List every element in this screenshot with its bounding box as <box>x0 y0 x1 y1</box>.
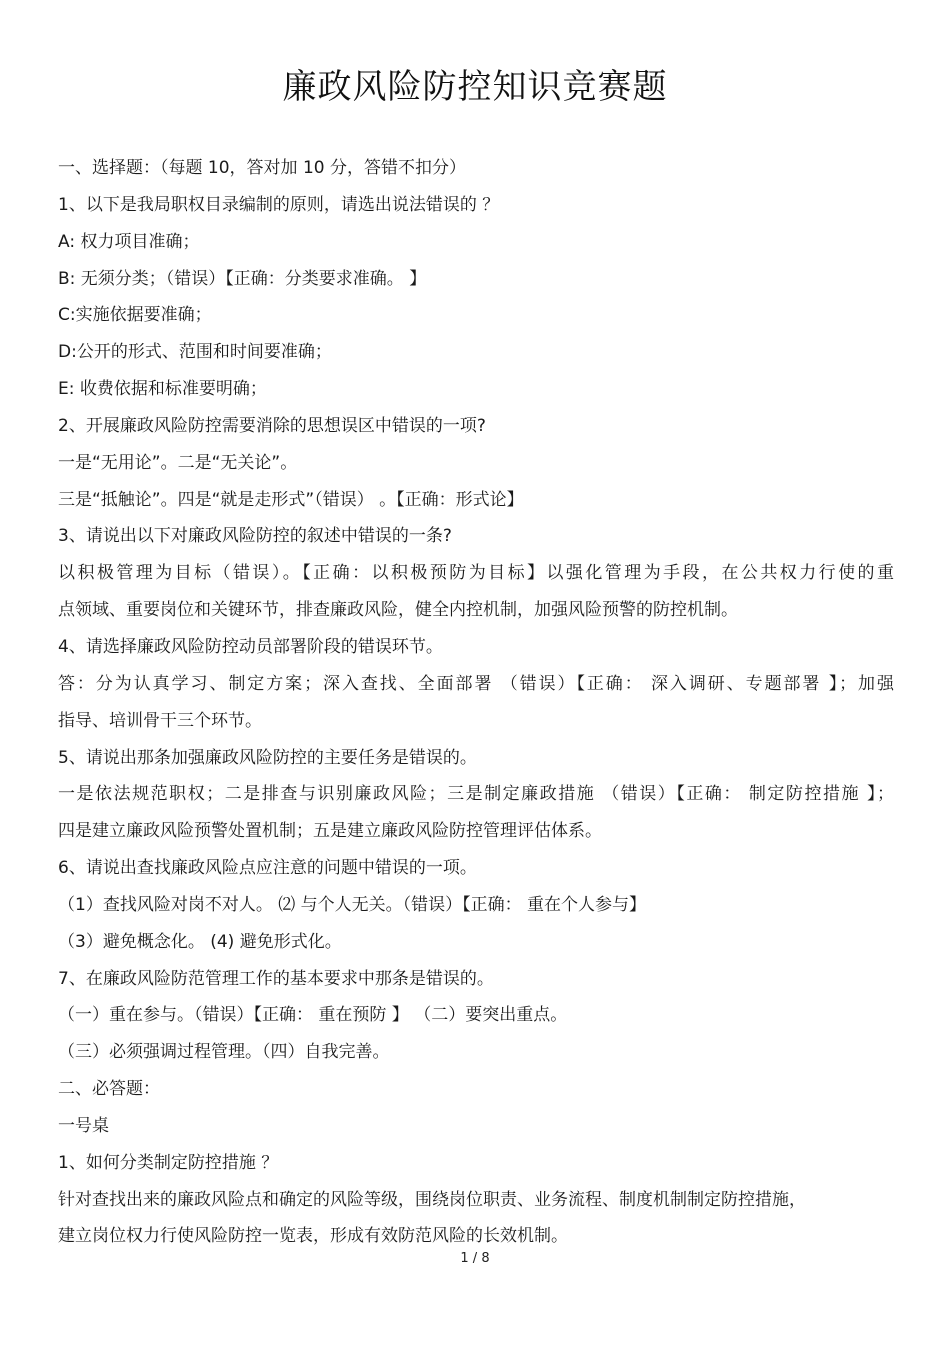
answer-line: （一）重在参与。（错误）【正确： 重在预防 】 （二）要突出重点。 <box>58 1005 568 1026</box>
required-question-1: 1、如何分类制定防控措施 ？ <box>58 1152 279 1173</box>
table-label: 一号桌 <box>58 1115 109 1136</box>
answer-line: 三是“抵触论”。四是“就是走形式”（错误） 。【正确：形式论】 <box>58 489 524 510</box>
option-d: D:公开的形式、范围和时间要准确； <box>58 342 332 363</box>
option-a: A: 权力项目准确； <box>58 231 200 252</box>
question-3: 3、请说出以下对廉政风险防控的叙述中错误的一条? <box>58 526 452 547</box>
page-title: 廉政风险防控知识竞赛题 <box>282 67 668 107</box>
question-5: 5、请说出那条加强廉政风险防控的主要任务是错误的。 <box>58 747 477 768</box>
answer-line: 指导、培训骨干三个环节。 <box>58 710 262 731</box>
answer-line: 答：分为认真学习、制定方案；深入查找、全面部署 （错误）【正确： 深入调研、专题部署 】；加强 <box>58 673 894 694</box>
option-c: C:实施依据要准确； <box>58 305 212 326</box>
answer-line: 建立岗位权力行使风险防控一览表，形成有效防范风险的长效机制。 <box>58 1226 568 1247</box>
answer-line: 点领域、重要岗位和关键环节，排查廉政风险，健全内控机制，加强风险预警的防控机制。 <box>58 600 738 621</box>
document-body <box>58 150 894 1255</box>
question-1: 1、以下是我局职权目录编制的原则，请选出说法错误的 ？ <box>58 194 500 215</box>
section-heading-multiple-choice: 一、选择题：（每题 10，答对加 10 分，答错不扣分） <box>58 158 466 178</box>
question-4: 4、请选择廉政风险防控动员部署阶段的错误环节。 <box>58 636 443 657</box>
option-e: E: 收费依据和标准要明确； <box>58 379 267 400</box>
answer-line: （三）必须强调过程管理。（四）自我完善。 <box>58 1042 390 1063</box>
answer-line: 四是建立廉政风险预警处置机制；五是建立廉政风险防控管理评估体系。 <box>58 821 602 842</box>
answer-line: （1）查找风险对岗不对人。 ⑵ 与个人无关。（错误）【正确： 重在个人参与】 <box>58 894 647 915</box>
answer-line: 一是“无用论”。二是“无关论”。 <box>58 452 298 473</box>
section-heading-required: 二、必答题： <box>58 1079 160 1100</box>
answer-line: （3）避免概念化。 (4) 避免形式化。 <box>58 931 342 952</box>
question-7: 7、在廉政风险防范管理工作的基本要求中那条是错误的。 <box>58 968 494 989</box>
page-number: 1 / 8 <box>460 1251 490 1266</box>
answer-line: 以积极管理为目标（错误）。【正确：以积极预防为目标】以强化管理为手段，在公共权力行使的重 <box>58 563 894 584</box>
question-2: 2、开展廉政风险防控需要消除的思想误区中错误的一项? <box>58 415 486 436</box>
answer-line: 一是依法规范职权；二是排查与识别廉政风险；三是制定廉政措施 （错误）【正确： 制定防控措施 】； <box>58 784 894 805</box>
option-b: B: 无须分类；（错误）【正确：分类要求准确。 】 <box>58 268 427 289</box>
question-6: 6、请说出查找廉政风险点应注意的问题中错误的一项。 <box>58 858 477 879</box>
answer-line: 针对查找出来的廉政风险点和确定的风险等级，围绕岗位职责、业务流程、制度机制制定防控措施， <box>58 1189 806 1210</box>
